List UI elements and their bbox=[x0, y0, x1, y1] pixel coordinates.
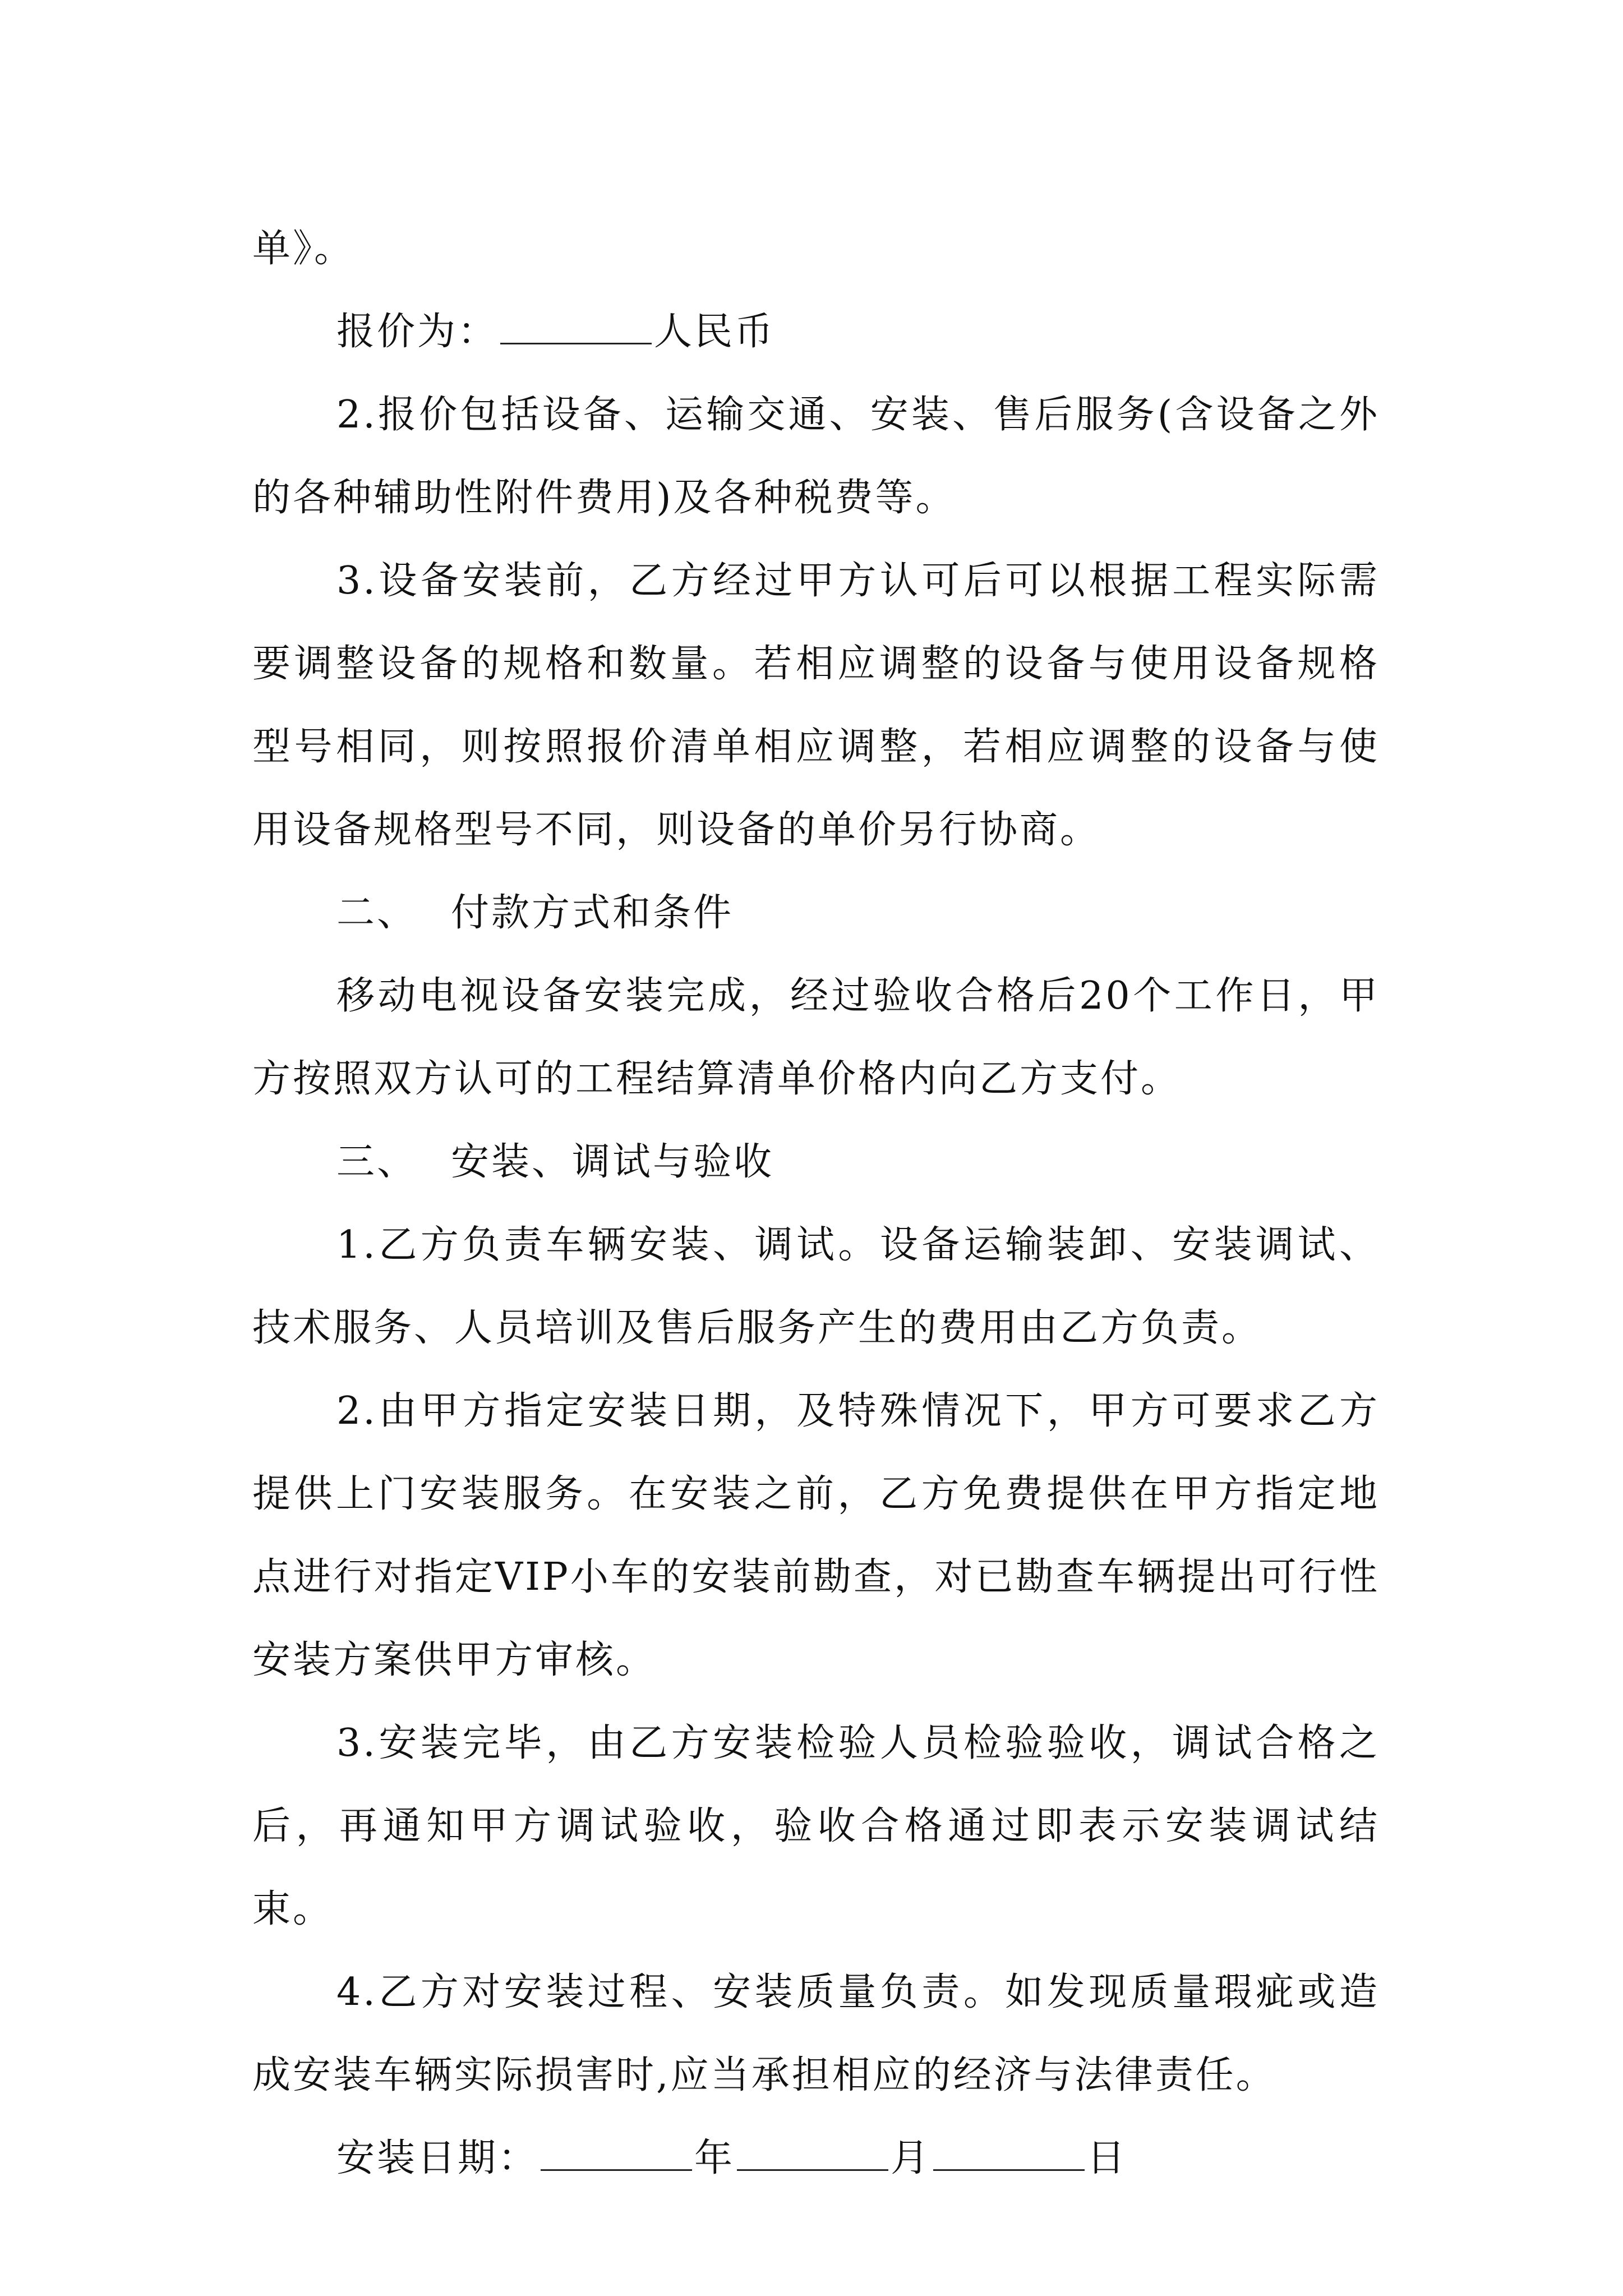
paragraph-installation-1 bbox=[252, 1204, 1380, 1370]
paragraph-text: 4.乙方对安装过程、安装质量负责。如发现质量瑕疵或造成安装车辆实际损害时,应当承担相应的经济与法律责任。 bbox=[252, 1970, 1380, 2097]
paragraph-text: 3.设备安装前，乙方经过甲方认可后可以根据工程实际需要调整设备的规格和数量。若相应调整的设备与使用设备规格型号相同，则按照报价清单相应调整，若相应调整的设备与使用设备规格型号不同，则设备的单价另行协商。 bbox=[252, 559, 1380, 852]
paragraph-payment bbox=[252, 955, 1380, 1121]
paragraph-text: 3.安装完毕，由乙方安装检验人员检验验收，调试合格之后，再通知甲方调试验收，验收合格通过即表示安装调试结束。 bbox=[252, 1721, 1380, 1931]
paragraph-price-scope bbox=[252, 374, 1380, 540]
month-blank bbox=[737, 2134, 888, 2171]
section-number: 三、 bbox=[336, 1140, 418, 1184]
paragraph-text: 2.由甲方指定安装日期，及特殊情况下，甲方可要求乙方提供上门安装服务。在安装之前，乙方免费提供在甲方指定地点进行对指定VIP小车的安装前勘查，对已勘查车辆提出可行性安装方案供甲方审核。 bbox=[252, 1389, 1380, 1682]
price-label: 报价为： bbox=[336, 310, 499, 354]
paragraph-continuation bbox=[252, 208, 1380, 291]
day-blank bbox=[933, 2134, 1085, 2171]
price-blank bbox=[500, 308, 652, 344]
month-label: 月 bbox=[891, 2136, 932, 2180]
paragraph-installation-4 bbox=[252, 1951, 1380, 2117]
paragraph-text: 移动电视设备安装完成，经过验收合格后20个工作日，甲方按照双方认可的工程结算清单价格内向乙方支付。 bbox=[252, 974, 1380, 1101]
paragraph-text: 单》。 bbox=[252, 227, 355, 271]
paragraph-installation-2 bbox=[252, 1370, 1380, 1702]
day-label: 日 bbox=[1087, 2136, 1128, 2180]
paragraph-adjustment bbox=[252, 540, 1380, 872]
installation-date-line bbox=[252, 2117, 1380, 2200]
quote-price-line bbox=[252, 291, 1380, 374]
paragraph-text: 1.乙方负责车辆安装、调试。设备运输装卸、安装调试、技术服务、人员培训及售后服务产生的费用由乙方负责。 bbox=[252, 1223, 1380, 1350]
section-heading-installation bbox=[252, 1121, 1380, 1204]
section-title: 付款方式和条件 bbox=[451, 891, 734, 935]
date-label: 安装日期： bbox=[336, 2136, 539, 2180]
paragraph-text: 2.报价包括设备、运输交通、安装、售后服务(含设备之外的各种辅助性附件费用)及各种税费等。 bbox=[252, 393, 1380, 520]
year-blank bbox=[541, 2134, 692, 2171]
section-number: 二、 bbox=[336, 891, 418, 935]
year-label: 年 bbox=[694, 2136, 735, 2180]
section-heading-payment bbox=[252, 872, 1380, 955]
section-title: 安装、调试与验收 bbox=[451, 1140, 774, 1184]
document-page bbox=[252, 208, 1380, 2200]
paragraph-installation-3 bbox=[252, 1702, 1380, 1951]
currency-label: 人民币 bbox=[654, 310, 776, 354]
